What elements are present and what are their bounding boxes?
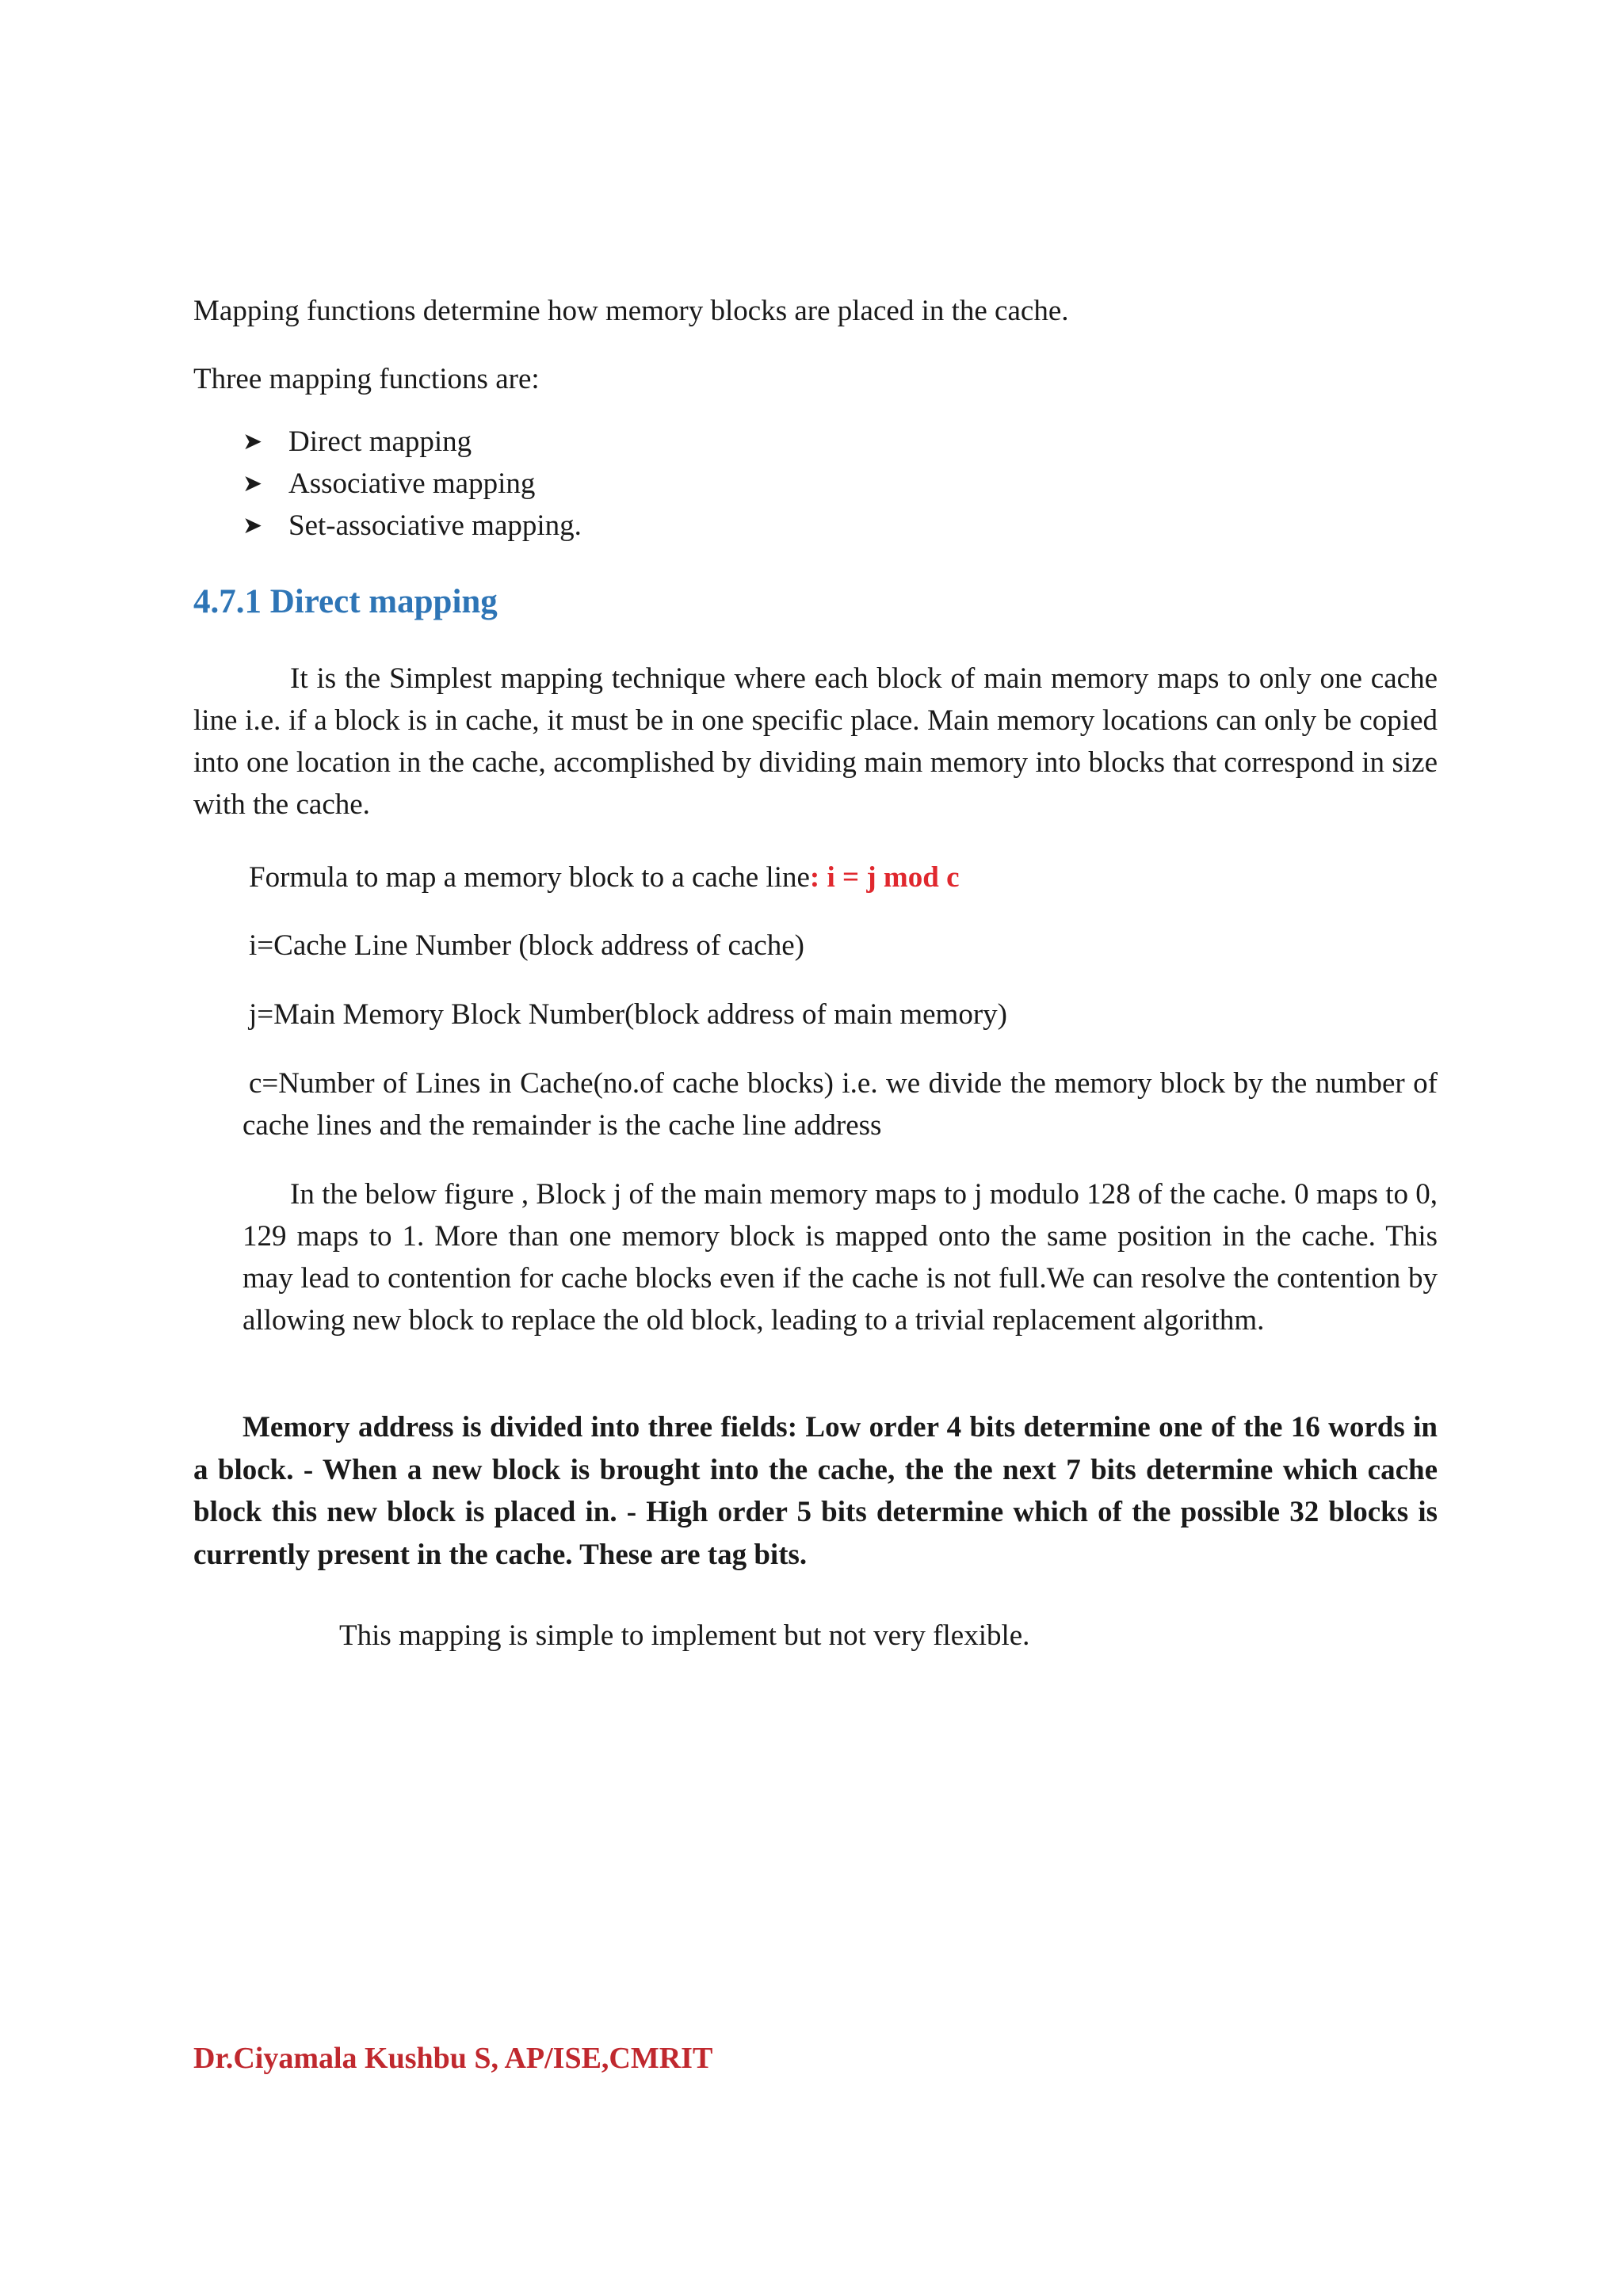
arrow-bullet-icon: ➤	[242, 513, 263, 539]
section-heading: 4.7.1 Direct mapping	[193, 583, 498, 620]
closing-remark: This mapping is simple to implement but not very flexible.	[339, 1619, 1030, 1652]
list-item-label: Set-associative mapping.	[288, 509, 582, 542]
arrow-bullet-icon: ➤	[242, 471, 263, 497]
definition-j: j=Main Memory Block Number(block address of main memory)	[249, 998, 1007, 1031]
formula-expression: : i = j mod c	[809, 861, 960, 894]
formula-line	[249, 856, 960, 898]
list-item	[242, 463, 582, 505]
intro-line-2: Three mapping functions are:	[193, 363, 540, 395]
list-item-label: Direct mapping	[288, 425, 472, 458]
intro-line-1: Mapping functions determine how memory blocks are placed in the cache.	[193, 295, 1069, 327]
figure-explanation-paragraph: In the below figure , Block j of the main memory maps to j modulo 128 of the cache. 0 maps to 0, 129 maps to 1. More than one memory block is mapped onto the same position in the cache. This may lead to contention for cache blocks even if the cache is not full.We can resolve the contention by allowing new block to replace the old block, leading to a trivial replacement algorithm.	[242, 1178, 1438, 1337]
formula-prefix: Formula to map a memory block to a cache line	[249, 861, 810, 894]
list-item-label: Associative mapping	[288, 467, 536, 500]
arrow-bullet-icon: ➤	[242, 429, 263, 455]
list-item	[242, 421, 582, 463]
definition-i: i=Cache Line Number (block address of cache)	[249, 929, 804, 962]
mapping-types-list	[242, 421, 582, 547]
definition-c: c=Number of Lines in Cache(no.of cache blocks) i.e. we divide the memory block by the number of cache lines and the remainder is the cache line address	[242, 1067, 1438, 1142]
direct-mapping-paragraph: It is the Simplest mapping technique where each block of main memory maps to only one cache line i.e. if a block is in cache, it must be in one specific place. Main memory locations can only be copied into one location in the cache, accomplished by dividing main memory into blocks that correspond in size with the cache.	[193, 662, 1438, 821]
list-item	[242, 505, 582, 547]
footer-author: Dr.Ciyamala Kushbu S, AP/ISE,CMRIT	[193, 2042, 713, 2075]
memory-address-fields-paragraph: Memory address is divided into three fields: Low order 4 bits determine one of the 16 words in a block. - When a new block is brought into the cache, the the next 7 bits determine which cache block this new block is placed in. - High order 5 bits determine which of the possible 32 blocks is currently present in the cache. These are tag bits.	[193, 1411, 1438, 1571]
